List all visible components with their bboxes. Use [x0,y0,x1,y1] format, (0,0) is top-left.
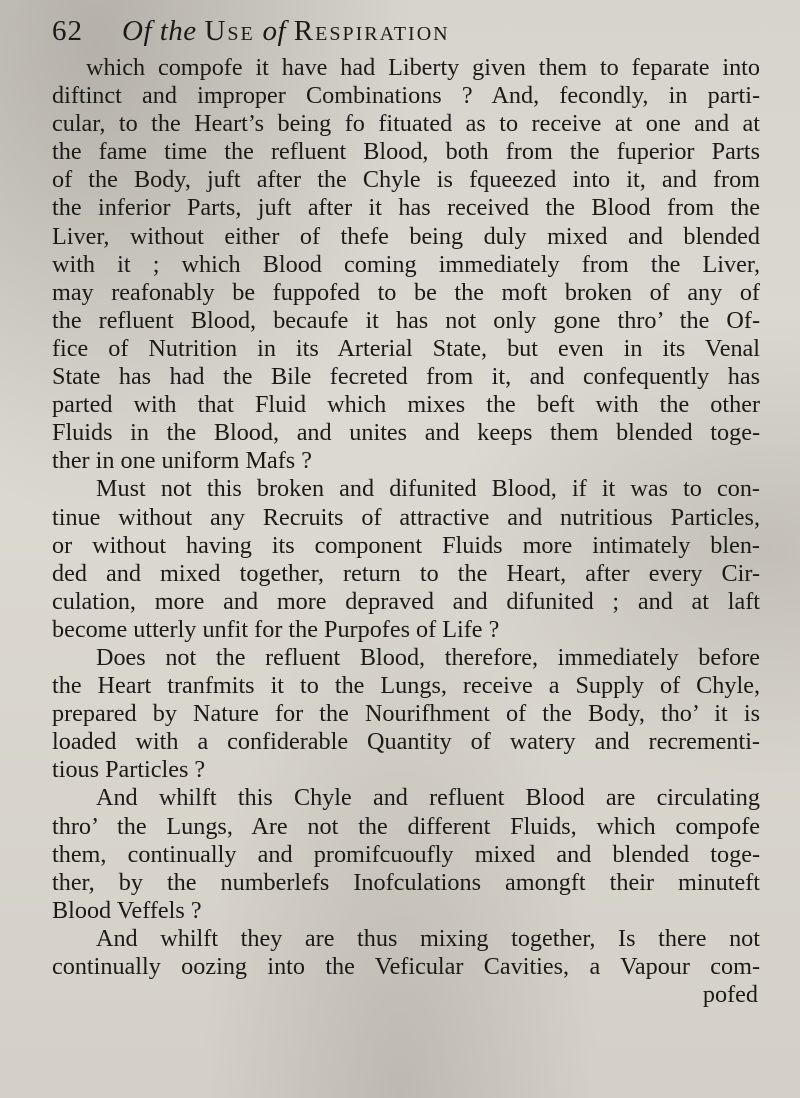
text-line: And whilft they are thus mixing together, Is there not [96,924,760,952]
text-line: continually oozing into the Veficular Cavities, a Vapour com- [52,953,760,980]
text-line: prepared by Nature for the Nourifhment of the Body, tho’ it is [52,700,760,728]
text-line: which compofe it have had Liberty given them to feparate into [86,54,760,81]
title-subject: Respiration [293,15,450,47]
text-line: diftinct and improper Combinations ? And, fecondly, in parti- [52,82,760,110]
text-line: Must not this broken and difunited Blood, if it was to con- [96,475,760,503]
text-line: ther in one uniform Mafs ? [52,447,312,475]
text-line: of the Body, juft after the Chyle is fqueezed into it, and from [52,166,760,194]
text-line: the Heart tranfmits it to the Lungs, receive a Supply of Chyle, [52,672,760,700]
text-line: Does not the refluent Blood, therefore, immediately before [96,643,760,671]
text-line: thro’ the Lungs, Are not the different Fluids, which compofe [52,812,760,840]
text-line: fice of Nutrition in its Arterial State, but even in its Venal [52,334,760,362]
text-line: And whilft this Chyle and refluent Blood are circulating [96,784,760,812]
running-head [52,10,760,52]
title-use: Use [204,15,255,47]
text-line: the inferior Parts, juft after it has received the Blood from the [52,194,760,222]
text-line: may reafonably be fuppofed to be the moft broken of any of [52,278,760,306]
text-line: parted with that Fluid which mixes the beft with the other [52,391,760,419]
text-line: loaded with a confiderable Quantity of watery and recrementi- [52,728,760,756]
text-line: ther, by the numberlefs Inofculations amongft their minuteft [52,868,760,896]
text-line: the refluent Blood, becaufe it has not only gone thro’ the Of- [52,306,760,334]
text-line: the fame time the refluent Blood, both from the fuperior Parts [52,138,760,166]
text-line: Fluids in the Blood, and unites and keeps them blended toge- [52,419,760,447]
text-line: with it ; which Blood coming immediately from the Liver, [52,250,760,278]
body-text [52,54,760,1009]
running-title [122,10,450,52]
text-line: Blood Veffels ? [52,896,202,924]
title-middle: of [254,15,294,47]
text-line: Liver, without either of thefe being duly mixed and blended [52,222,760,250]
text-line: culation, more and more depraved and difunited ; and at laft [52,587,760,615]
text-line: become utterly unfit for the Purpofes of Life ? [52,615,500,643]
title-prefix: Of the [122,15,205,47]
text-line: or without having its component Fluids more intimately blen- [52,531,760,559]
text-line: pofed [702,981,758,1009]
text-line: them, continually and promifcuoufly mixed and blended toge- [52,840,760,868]
text-line: cular, to the Heart’s being fo fituated as to receive at one and at [52,110,760,138]
text-line: tinue without any Recruits of attractive and nutritious Particles, [52,503,760,531]
text-line: tious Particles ? [52,756,206,784]
page-number: 62 [52,15,83,47]
text-line: State has had the Bile fecreted from it, and confequently has [52,363,760,391]
text-line: ded and mixed together, return to the Heart, after every Cir- [52,559,760,587]
